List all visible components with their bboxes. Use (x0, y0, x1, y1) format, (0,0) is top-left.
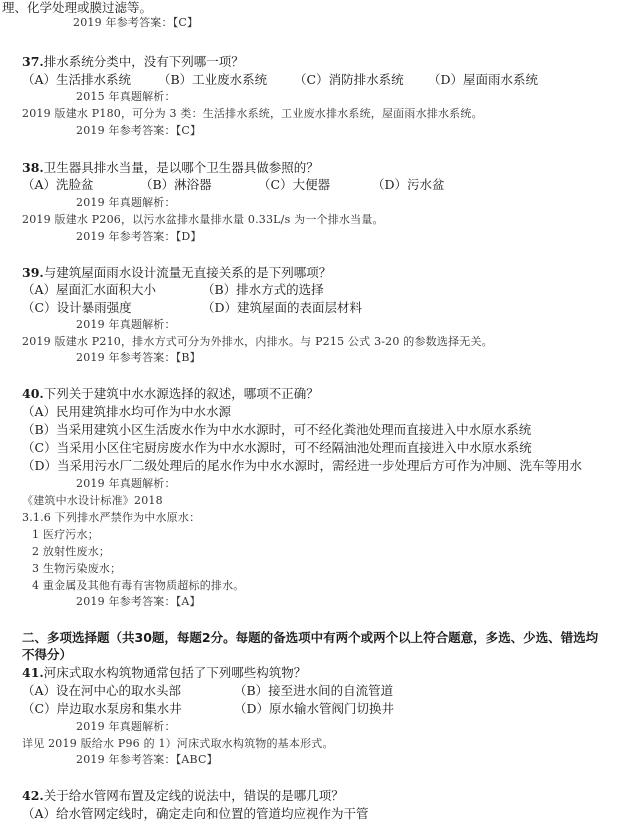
option-d: （D）原水输水管阀门切换井 (234, 701, 395, 716)
section-heading: 二、多项选择题（共30题，每题2分。每题的备选项中有两个或两个以上符合题意，多选、少选、错选均 (22, 630, 599, 645)
analysis-title: 2019 年真题解析： (76, 720, 176, 733)
question-number: 40. (22, 386, 44, 401)
standard-reference: 《建筑中水设计标准》2018 (22, 494, 163, 507)
option-d: （D）屋面雨水系统 (428, 72, 539, 87)
answer-previous: 2019 年参考答案：【C】 (73, 16, 199, 29)
option-a: （A）给水管网定线时，确定走向和位置的管道均应视作为干管 (22, 806, 369, 821)
option-a: （A）设在河中心的取水头部 (22, 683, 182, 698)
question-37-options (22, 72, 612, 88)
question-41-options-row1 (22, 683, 612, 699)
option-a: （A）民用建筑排水均可作为中水水源 (22, 404, 232, 419)
analysis-title: 2019 年真题解析： (76, 318, 176, 331)
option-a: （A）洗脸盆 (22, 177, 94, 192)
question-41-options-row2 (22, 701, 612, 717)
question-number: 41. (22, 665, 44, 680)
question-39-options-row2 (22, 300, 612, 316)
option-c: （C）大便器 (258, 177, 331, 192)
question-41 (22, 665, 306, 681)
analysis-text: 2019 版建水 P206，以污水盆排水量排水量 0.33L/s 为一个排水当量。 (22, 213, 384, 226)
question-38 (22, 160, 319, 176)
answer-37: 2019 年参考答案：【C】 (76, 124, 202, 137)
question-stem: 卫生器具排水当量，是以哪个卫生器具做参照的？ (43, 160, 319, 175)
option-c: （C）当采用小区住宅厨房废水作为中水水源时，可不经隔油池处理而直接进入中水原水系统 (22, 440, 532, 455)
question-number: 38. (22, 160, 44, 175)
clause-text: 3.1.6 下列排水严禁作为中水原水： (22, 511, 201, 524)
option-b: （B）接至进水间的自流管道 (234, 683, 394, 698)
question-40 (22, 386, 319, 402)
analysis-title: 2015 年真题解析： (76, 90, 176, 103)
question-number: 42. (22, 788, 44, 803)
option-d: （D）建筑屋面的表面层材料 (202, 300, 363, 315)
option-d: （D）污水盆 (372, 177, 445, 192)
section-heading-cont: 不得分） (22, 647, 73, 662)
answer-41: 2019 年参考答案：【ABC】 (76, 753, 218, 766)
question-number: 37. (22, 54, 44, 69)
question-38-options (22, 177, 612, 193)
clause-item: 3 生物污染废水； (32, 562, 122, 575)
question-stem: 关于给水管网布置及定线的说法中，错误的是哪几项？ (43, 788, 344, 803)
previous-question-tail: 理、化学处理或膜过滤等。 (2, 0, 153, 15)
question-42 (22, 788, 344, 804)
option-b: （B）当采用建筑小区生活废水作为中水水源时，可不经化粪池处理而直接进入中水原水系统 (22, 422, 532, 437)
question-stem: 与建筑屋面雨水设计流量无直接关系的是下列哪项？ (43, 265, 332, 280)
question-stem: 排水系统分类中，没有下列哪一项？ (43, 54, 244, 69)
option-c: （C）设计暴雨强度 (22, 300, 132, 315)
option-b: （B）排水方式的选择 (202, 282, 324, 297)
answer-40: 2019 年参考答案：【A】 (76, 595, 201, 608)
question-39-options-row1 (22, 282, 612, 298)
question-37 (22, 54, 244, 70)
answer-39: 2019 年参考答案：【B】 (76, 351, 201, 364)
option-a: （A）屋面汇水面积大小 (22, 282, 157, 297)
analysis-title: 2019 年真题解析： (76, 477, 176, 490)
question-39 (22, 265, 331, 281)
analysis-title: 2019 年真题解析： (76, 196, 176, 209)
analysis-text: 2019 版建水 P210，排水方式可分为外排水，内排水。与 P215 公式 3-20 的参数选择无关。 (22, 335, 493, 348)
option-b: （B）工业废水系统 (158, 72, 268, 87)
question-number: 39. (22, 265, 44, 280)
question-stem: 下列关于建筑中水水源选择的叙述，哪项不正确？ (43, 386, 319, 401)
option-d: （D）当采用污水厂二级处理后的尾水作为中水水源时，需经进一步处理后方可作为冲厕、洗车等用水 (22, 458, 583, 473)
clause-item: 2 放射性废水； (32, 545, 111, 558)
clause-item: 1 医疗污水； (32, 528, 99, 541)
analysis-text: 2019 版建水 P180，可分为 3 类：生活排水系统，工业废水排水系统，屋面雨水排水系统。 (22, 107, 483, 120)
option-c: （C）岸边取水泵房和集水井 (22, 701, 182, 716)
answer-38: 2019 年参考答案：【D】 (76, 230, 202, 243)
analysis-text: 详见 2019 版给水 P96 的 1）河床式取水构筑物的基本形式。 (22, 737, 334, 750)
option-a: （A）生活排水系统 (22, 72, 132, 87)
question-stem: 河床式取水构筑物通常包括了下列哪些构筑物？ (43, 665, 307, 680)
clause-item: 4 重金属及其他有毒有害物质超标的排水。 (32, 579, 245, 592)
option-c: （C）消防排水系统 (294, 72, 404, 87)
option-b: （B）淋浴器 (140, 177, 212, 192)
